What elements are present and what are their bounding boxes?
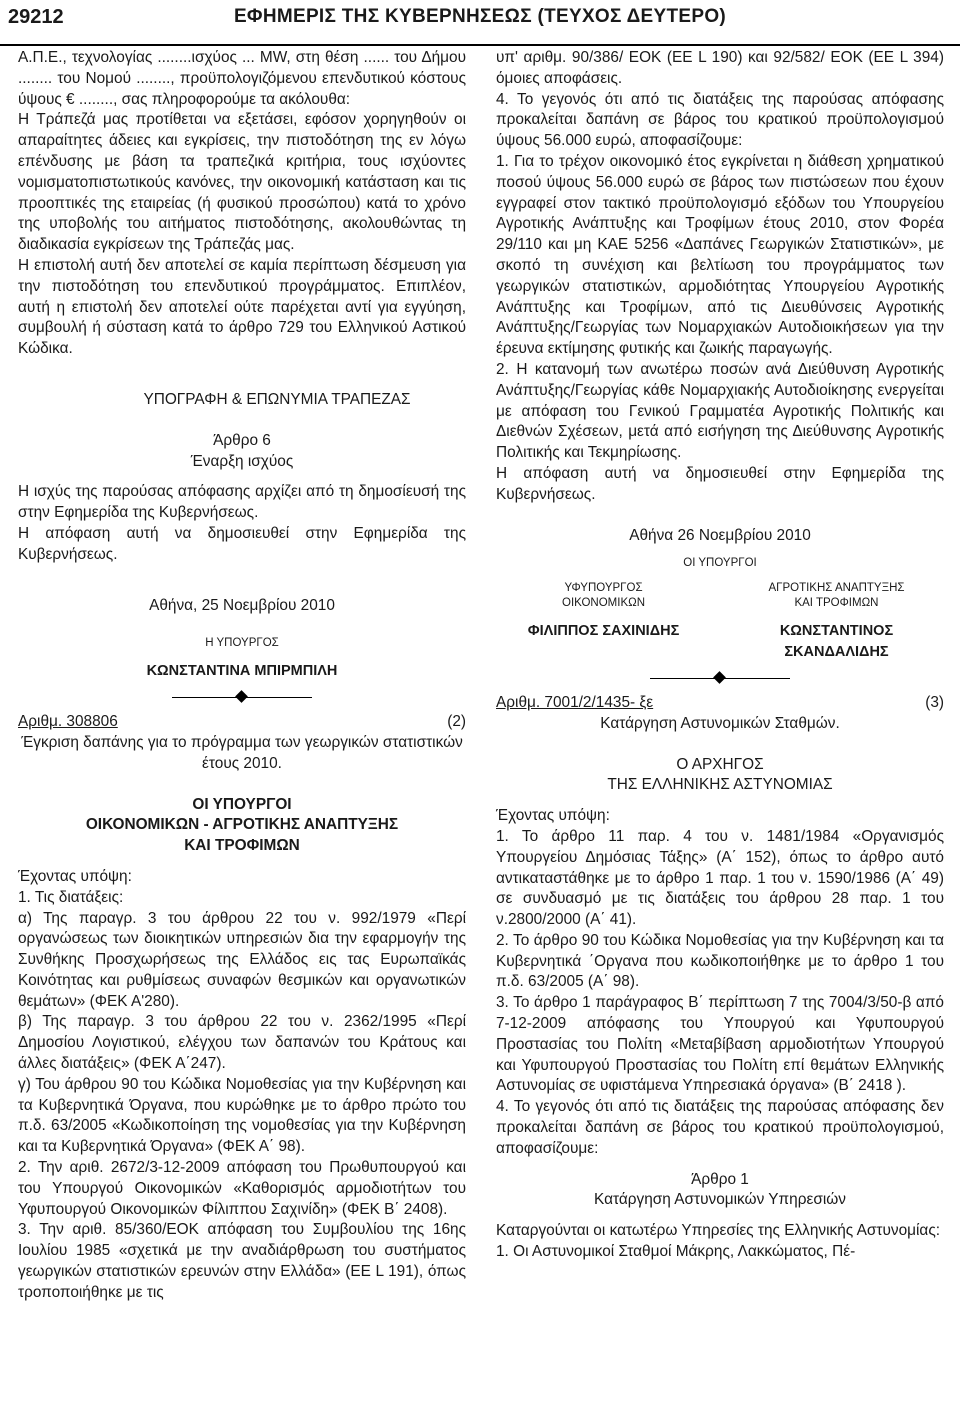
page-number: 29212 (8, 6, 64, 28)
decision-header (496, 693, 944, 714)
having-regard: Έχοντας υπόψη: (18, 867, 132, 885)
paragraph: 2. Η κατανομή των ανωτέρω ποσών ανά Διεύθυνση Αγροτικής Ανάπτυξης/Γεωργίας κάθε Νομαρχιακής Αυτοδιοίκησης ενεργείται με απόφαση του Γενικού Γραμματέα Αγροτικής Πολιτικής και Διεθνών Σχέσεων, μετά από εισήγηση της Διεύθυνσης Αγροτικής Πολιτικής και Τεκμηρίωσης. (496, 360, 944, 462)
list-item: 2. Την αριθ. 2672/3-12-2009 απόφαση του Πρωθυπουργού και του Υπουργού Οικονομικών «Καθορισμός αρμοδιοτήτων του Υφυπουργού Οικονομικών Φίλιππου Σαχινίδη» (ΦΕΚ Β΄ 2408). (18, 1159, 466, 1218)
authority-heading: ΚΑΙ ΤΡΟΦΙΜΩΝ (184, 837, 300, 855)
decision-header (18, 712, 466, 733)
minister-block (729, 581, 944, 663)
paragraph: Καταργούνται οι κατωτέρω Υπηρεσίες της Ελληνικής Αστυνομίας: (496, 1222, 941, 1240)
authority-heading: ΟΙ ΥΠΟΥΡΓΟΙ (192, 795, 292, 813)
authority-heading: ΤΗΣ ΕΛΛΗΝΙΚΗΣ ΑΣΤΥΝΟΜΙΑΣ (607, 776, 833, 794)
minister-title: ΥΦΥΠΟΥΡΓΟΣ (564, 582, 643, 595)
section-divider (18, 686, 466, 708)
ministers-heading: ΟΙ ΥΠΟΥΡΓΟΙ (683, 557, 757, 570)
authority-heading: Ο ΑΡΧΗΓΟΣ (676, 755, 764, 773)
minister-name: ΦΙΛΙΠΠΟΣ ΣΑΧΙΝΙΔΗΣ (527, 623, 680, 640)
authority-heading: ΟΙΚΟΝΟΜΙΚΩΝ - ΑΓΡΟΤΙΚΗΣ ΑΝΑΠΤΥΞΗΣ (85, 816, 399, 834)
page-header (0, 0, 960, 46)
paragraph: Η απόφαση αυτή να δημοσιευθεί στην Εφημερίδα της Κυβερνήσεως. (18, 524, 466, 563)
list-item: β) Της παραγρ. 3 του άρθρου 22 του ν. 2362/1995 «Περί Δημοσίου Λογιστικού, ελέγχου των δαπανών του Κράτους και άλλες διατάξεις» (ΦΕΚ Α΄247). (18, 1013, 466, 1073)
diamond-icon (713, 671, 726, 684)
decision-title: Κατάργηση Αστυνομικών Σταθμών. (600, 714, 840, 732)
list-item: 4. Το γεγονός ότι από τις διατάξεις της παρούσας απόφασης δεν προκαλείται δαπάνη σε βάρος του κρατικού προϋπολογισμού, αποφασίζουμε: (496, 1098, 944, 1157)
paragraph: Α.Π.Ε., τεχνολογίας ........ισχύος ... MW, στη θέση ...... του Δήμου ........ του Νομού ........, προϋπολογιζόμενου επενδυτικού κόστους ύψους € ........, σας πληροφορούμε τα ακόλουθα: (18, 49, 466, 108)
minister-title: ΑΓΡΟΤΙΚΗΣ ΑΝΑΠΤΥΞΗΣ (768, 582, 905, 595)
minister-title: ΚΑΙ ΤΡΟΦΙΜΩΝ (794, 597, 879, 610)
paragraph: 4. Το γεγονός ότι από τις διατάξεις της παρούσας απόφασης προκαλείται δαπάνη σε βάρος του κρατικού προϋπολογισμού ύψους 56.000 ευρώ, αποφασίζουμε: (496, 90, 944, 150)
list-item: α) Της παραγρ. 3 του άρθρου 22 του ν. 992/1979 «Περί οργανώσεως των διοικητικών υπηρεσιών δια την εφαρμογήν της Συνθήκης Προσχωρήσεως της Ελλάδος εις τας Ευρωπαϊκάς Κοινότητας και ρυθμίσεως συναφών θεσμικών και οργανωτικών θεμάτων» (ΦΕΚ Α'280). (18, 909, 466, 1010)
place-date: Αθήνα 26 Νοεμβρίου 2010 (629, 526, 811, 544)
minister-title: Η ΥΠΟΥΡΓΟΣ (205, 637, 279, 650)
list-item: 3. Την αριθ. 85/360/ΕΟΚ απόφαση του Συμβουλίου της 16ης Ιουλίου 1985 «σχετικά με την αναδιάρθρωση του συστήματος γεωργικών στατιστικών ερευνών στην Ελλάδα» (ΕΕ L 191), όπως τροποποιήθηκε με τις (18, 1221, 466, 1301)
paragraph: Η Τράπεζά μας προτίθεται να εξετάσει, εφόσον χορηγηθούν οι απαραίτητες άδειες και εγκρίσεις, την πιστοδότηση της εν λόγω επένδυσης με βάση τα τραπεζικά κριτήρια, τους ισχύοντες νομισματοπιστωτικούς κανόνες, την οικονομική κατάσταση και τις προοπτικές της εταιρείας (ή φυσικού προσώπου) κατά το χρόνο της υποβολής του αιτήματος πιστοδότησης, ακολουθώντας τη διαδικασία εγκρίσεων της Τράπεζάς μας. (18, 111, 466, 254)
decision-index: (3) (925, 693, 944, 711)
having-regard: Έχοντας υπόψη: (496, 807, 610, 825)
article-title: Άρθρο 6 (213, 431, 271, 449)
list-item: 1. Οι Αστυνομικοί Σταθμοί Μάκρης, Λακκώματος, Πέ- (496, 1243, 856, 1261)
article-subtitle: Κατάργηση Αστυνομικών Υπηρεσιών (594, 1191, 846, 1209)
article-subtitle: Έναρξη ισχύος (190, 452, 294, 470)
gazette-title: ΕΦΗΜΕΡΙΣ ΤΗΣ ΚΥΒΕΡΝΗΣΕΩΣ (ΤΕΥΧΟΣ ΔΕΥΤΕΡΟ) (233, 6, 727, 27)
list-item: 1. Τις διατάξεις: (18, 888, 124, 906)
list-item: 1. Το άρθρο 11 παρ. 4 του ν. 1481/1984 «Οργανισμός Υπουργείου Δημόσιας Τάξης» (Α΄ 152), όπως το άρθρο αυτό αντικαταστάθηκε με το άρθρο 1 παρ. 1 του ν. 1590/1986 (Α΄ 49) σε συνδυασμό με τις διατάξεις του άρθρου 28 παρ. 1 του ν.2800/2000 (Α΄ 41). (496, 827, 944, 929)
paragraph: 1. Για το τρέχον οικονομικό έτος εγκρίνεται η διάθεση χρηματικού ποσού ύψους 56.000 ευρώ σε βάρος των πιστώσεων που έχουν εγγραφεί στον τακτικό προϋπολογισμό εξόδων του Υπουργείου Αγροτικής Ανάπτυξης και Τροφίμων έτους 2010, στον Φορέα 29/110 και μη ΚΑΕ 5256 «Δαπάνες Γεωργικών Στατιστικών», με σκοπό τη συνέχιση και βελτίωση του προγράμματος των γεωργικών στατιστικών, αρμοδιότητας Υπουργείου Αγροτικής Ανάπτυξης και Τροφίμων, από τις Διευθύνσεις Αγροτικής Ανάπτυξης/Γεωργίας των Νομαρχιακών Αυτοδιοικήσεων για την έρευνα εκτίμησης φυτικής και ζωικής παραγωγής. (496, 152, 944, 358)
list-item: 3. Το άρθρο 1 παράγραφος Β΄ περίπτωση 7 της 7004/3/50-β από 7-12-2009 απόφασης του Υπουργού και Υφυπουργού Προστασίας του Πολίτη «Μεταβίβαση αρμοδιοτήτων Υπουργού και Υφυπουργού Προστασίας του Πολίτη επί θεμάτων Ελληνικής Αστυνομίας σε υφιστάμενα Υπηρεσιακά όργανα» (Β΄ 2418 ). (496, 994, 944, 1095)
place-date: Αθήνα, 25 Νοεμβρίου 2010 (149, 596, 335, 614)
right-column (496, 48, 944, 1263)
list-item: γ) Του άρθρου 90 του Κώδικα Νομοθεσίας για την Κυβέρνηση και τα Κυβερνητικά Όργανα, που κυρώθηκε με το άρθρο πρώτο του π.δ. 63/2005 «Κωδικοποίηση της νομοθεσίας για την Κυβέρνηση και τα Κυβερνητικά Όργανα» (ΦΕΚ Α΄ 98). (18, 1075, 466, 1156)
decision-index: (2) (447, 713, 466, 731)
decision-number: Αριθμ. 7001/2/1435- ξε (496, 693, 654, 711)
decision-title: Έγκριση δαπάνης για το πρόγραμμα των γεωργικών στατιστικών έτους 2010. (21, 733, 463, 772)
minister-name: ΚΩΝΣΤΑΝΤΙΝΑ ΜΠΙΡΜΠΙΛΗ (146, 663, 338, 680)
paragraph: Η απόφαση αυτή να δημοσιευθεί στην Εφημερίδα της Κυβερνήσεως. (496, 464, 944, 503)
left-column (18, 48, 466, 1304)
article-title: Άρθρο 1 (691, 1170, 749, 1188)
diamond-icon (235, 690, 248, 703)
ministers-signatures (496, 581, 944, 663)
section-divider (496, 667, 944, 689)
decision-number: Αριθμ. 308806 (18, 713, 118, 731)
minister-name: ΚΩΝΣΤΑΝΤΙΝΟΣ ΣΚΑΝΔΑΛΙΔΗΣ (779, 623, 894, 661)
paragraph: υπ' αριθμ. 90/386/ ΕΟΚ (ΕΕ L 190) και 92/582/ ΕΟΚ (ΕΕ L 394) όμοιες αποφάσεις. (496, 49, 944, 87)
list-item: 2. Το άρθρο 90 του Κώδικα Νομοθεσίας για την Κυβέρνηση και τα Κυβερνητικά ΄Οργανα που κωδικοποιήθηκε με το άρθρο 1 του π.δ. 63/2005 (Α΄ 98). (496, 931, 944, 991)
minister-title: ΟΙΚΟΝΟΜΙΚΩΝ (562, 597, 646, 610)
paragraph: Η επιστολή αυτή δεν αποτελεί σε καμία περίπτωση δέσμευση για την πιστοδότηση του επενδυτικού προγράμματος. Επιπλέον, αυτή η επιστολή δεν αποτελεί ούτε παρέχεται αντί για εγγύηση, συμβουλή ή σύσταση κατά το άρθρο 729 του Ελληνικού Αστικού Κώδικα. (18, 256, 466, 358)
bank-signature-line: ΥΠΟΓΡΑΦΗ & ΕΠΩΝΥΜΙΑ ΤΡΑΠΕΖΑΣ (143, 390, 411, 408)
paragraph: Η ισχύς της παρούσας απόφασης αρχίζει από τη δημοσίευσή της στην Εφημερίδα της Κυβερνήσεως. (18, 483, 466, 522)
minister-block (496, 581, 711, 663)
